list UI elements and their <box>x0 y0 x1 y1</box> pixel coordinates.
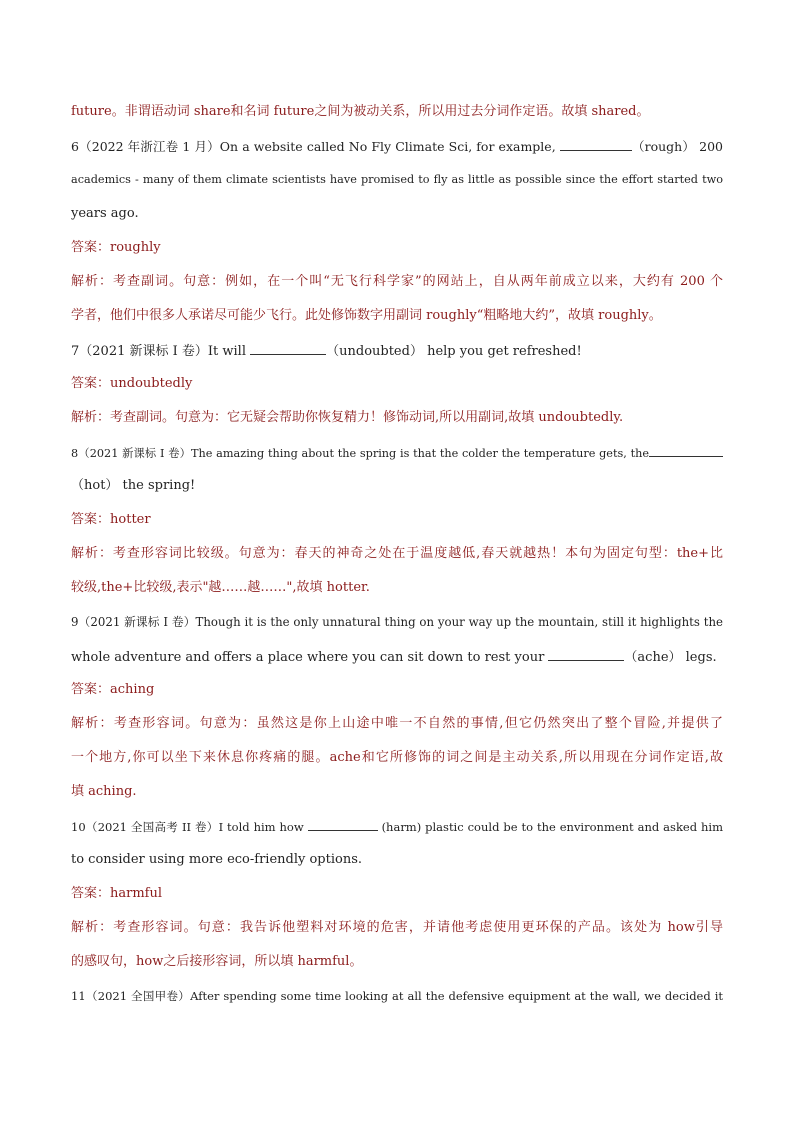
q8-analysis-line2: 较级,the+比较级,表示"越……越……",故填 hotter. <box>71 580 370 595</box>
q8-source: 8（2021 新课标 I 卷） <box>71 447 192 460</box>
q9-analysis-line3: 填 aching. <box>71 784 137 799</box>
q5-analysis-tail: future。非谓语动词 share和名词 future之间为被动关系，所以用过去分词作定语。故填 shared。 <box>71 104 650 119</box>
q11-line1: 11（2021 全国甲卷）After spending some time looking at all the defensive equipment at the wall, we decided it <box>71 989 723 1003</box>
q10-answer-blank[interactable] <box>308 816 378 831</box>
q10-line2: to consider using more eco-friendly options. <box>71 852 363 867</box>
q8-answer-blank[interactable] <box>649 442 723 457</box>
q6-analysis-line2: 学者，他们中很多人承诺尽可能少飞行。此处修饰数字用副词 roughly“粗略地大约”，故填 roughly。 <box>71 308 662 323</box>
q9-source: 9（2021 新课标 I 卷） <box>71 615 196 629</box>
q8-line1: 8（2021 新课标 I 卷）The amazing thing about the spring is that the colder the temperature gets, the <box>71 442 723 462</box>
q9-analysis-line2: 一个地方,你可以坐下来休息你疼痛的腿。ache和它所修饰的词之间是主动关系,所以用现在分词作定语,故 <box>71 750 723 765</box>
q9-answer: 答案：aching <box>71 682 155 697</box>
q10-analysis-line2: 的感叹句，how之后接形容词，所以填 harmful。 <box>71 954 363 969</box>
q6-answer-blank[interactable] <box>560 136 632 151</box>
q7-analysis-line1: 解析：考查副词。句意为：它无疑会帮助你恢复精力！修饰动词,所以用副词,故填 undoubtedly. <box>71 410 624 425</box>
q9-line1: 9（2021 新课标 I 卷）Though it is the only unnatural thing on your way up the mountain, still it highlights the <box>71 615 723 629</box>
q7-answer: 答案：undoubtedly <box>71 376 193 391</box>
q7-answer-blank[interactable] <box>250 340 326 355</box>
q6-line2: academics - many of them climate scientists have promised to fly as little as possible since the effort started two <box>71 173 723 186</box>
q10-source: 10（2021 全国高考 II 卷） <box>71 820 219 834</box>
q7-line1: 7（2021 新课标 I 卷）It will （undoubted） help you get refreshed! <box>71 340 723 360</box>
q8-line2: （hot） the spring! <box>71 478 196 493</box>
q9-line2: whole adventure and offers a place where you can sit down to rest your （ache） legs. <box>71 646 723 666</box>
q8-answer: 答案：hotter <box>71 512 151 527</box>
q10-answer: 答案：harmful <box>71 886 163 901</box>
q9-answer-blank[interactable] <box>548 646 624 661</box>
q9-analysis-line1: 解析：考查形容词。句意为：虽然这是你上山途中唯一不自然的事情,但它仍然突出了整个冒险,并提供了 <box>71 716 723 731</box>
q11-source: 11（2021 全国甲卷） <box>71 989 191 1003</box>
q6-answer: 答案：roughly <box>71 240 161 255</box>
q6-line1: 6（2022 年浙江卷 1 月）On a website called No Fly Climate Sci, for example, （rough） 200 <box>71 136 723 156</box>
q8-analysis-line1: 解析：考查形容词比较级。句意为：春天的神奇之处在于温度越低,春天就越热！本句为固定句型：the+比 <box>71 546 723 561</box>
q10-analysis-line1: 解析：考查形容词。句意：我告诉他塑料对环境的危害，并请他考虑使用更环保的产品。该处为 how引导 <box>71 920 723 935</box>
q6-line3: years ago. <box>71 206 139 221</box>
q6-source: 6（2022 年浙江卷 1 月） <box>71 139 220 154</box>
q7-source: 7（2021 新课标 I 卷） <box>71 344 208 359</box>
q6-analysis-line1: 解析：考查副词。句意：例如，在一个叫“无飞行科学家”的网站上，自从两年前成立以来，大约有 200 个 <box>71 274 723 289</box>
q10-line1: 10（2021 全国高考 II 卷）I told him how (harm) plastic could be to the environment and asked him <box>71 816 723 836</box>
